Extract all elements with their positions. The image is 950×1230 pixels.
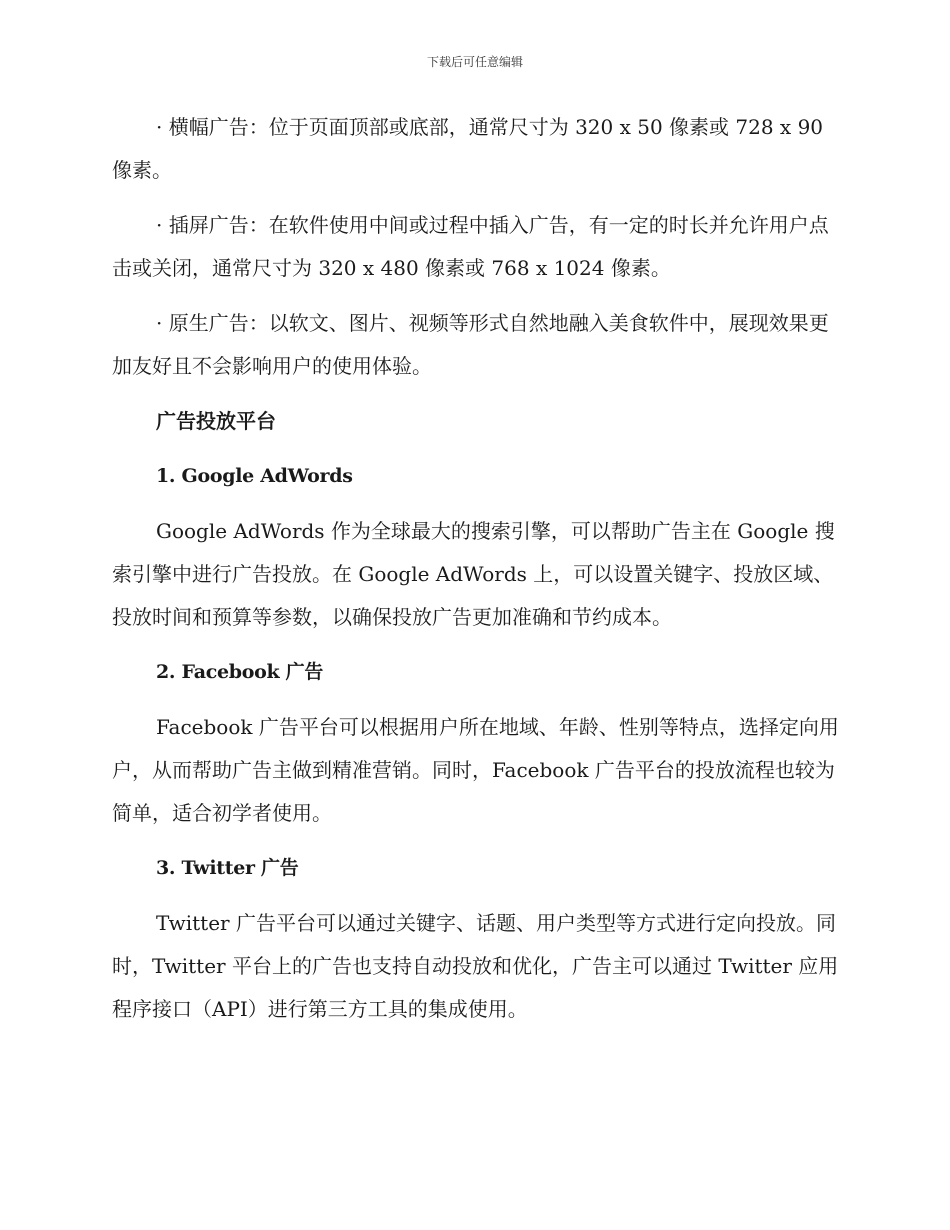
section-heading: 广告投放平台 [156,409,276,433]
bullet-native-ad: · 原生广告：以软文、图片、视频等形式自然地融入美食软件中，展现效果更加友好且不会影响用户的使用体验。 [112,311,829,378]
twitter-paragraph: Twitter 广告平台可以通过关键字、话题、用户类型等方式进行定向投放。同时，Twitter 平台上的广告也支持自动投放和优化，广告主可以通过 Twitter 应用程序接口（API）进行第三方工具的集成使用。 [112,911,839,1021]
document-body [112,106,840,1043]
page-header: 下载后可任意编辑 [426,55,523,69]
facebook-heading: 2. Facebook 广告 [156,661,324,683]
bullet-banner-ad: · 横幅广告：位于页面顶部或底部，通常尺寸为 320 x 50 像素或 728 x 90 像素。 [112,115,824,182]
facebook-paragraph: Facebook 广告平台可以根据用户所在地域、年龄、性别等特点，选择定向用户，从而帮助广告主做到精准营销。同时，Facebook 广告平台的投放流程也较为简单，适合初学者使用。 [112,715,839,825]
google-heading: 1. Google AdWords [156,465,353,487]
google-paragraph: Google AdWords 作为全球最大的搜索引擎，可以帮助广告主在 Google 搜索引擎中进行广告投放。在 Google AdWords 上，可以设置关键字、投放区域、投放时间和预算等参数，以确保投放广告更加准确和节约成本。 [112,519,835,629]
bullet-interstitial-ad: · 插屏广告：在软件使用中间或过程中插入广告，有一定的时长并允许用户点击或关闭，通常尺寸为 320 x 480 像素或 768 x 1024 像素。 [112,213,829,280]
twitter-heading: 3. Twitter 广告 [156,857,299,879]
